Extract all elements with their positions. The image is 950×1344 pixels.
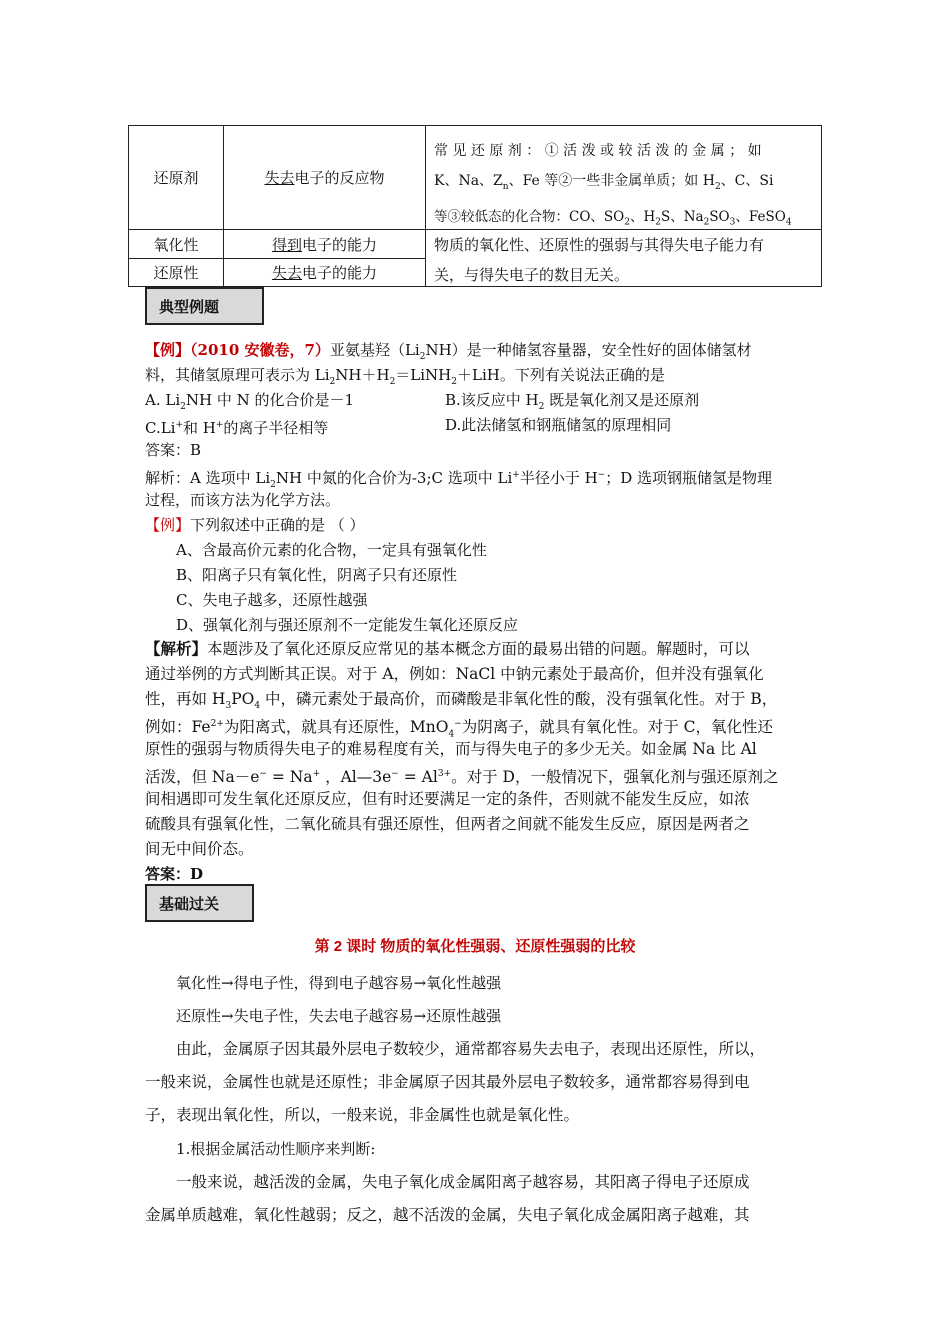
merged-note-line-1: 物质的氧化性、还原性的强弱与其得失电子能力有 [434,236,765,254]
term-reductant: 还原剂 [153,169,199,187]
analysis-line-9: 间无中间价态。 [145,840,254,858]
example-source: （2010 安徽卷，7） [190,341,330,359]
analysis-line-8: 硫酸具有强氧化性，二氧化硫具有强还原性，但两者之间就不能发生反应，原因是两者之 [145,815,750,833]
section-title: 第 2 课时 物质的氧化性强弱、还原性强弱的比较 [314,938,636,955]
body-line-oxidizability: 氧化性→得电子性，得到电子越容易→氧化性越强 [176,974,502,992]
option-b: B.该反应中 $H_2$ 既是氧化剂又是还原剂 [445,391,700,412]
analysis-line-5: 原性的强弱与物质得失电子的难易程度有关，而与得失电子的多少无关。如金属 Na 比 Al [145,740,757,758]
answer-1: 答案：B [145,441,202,459]
example2-option-b: B、阳离子只有氧化性，阴离子只有还原性 [176,566,458,584]
note-line-1: 常 见 还 原 剂 ： ① 活 泼 或 较 活 泼 的 金 属 ； 如 [434,143,762,159]
example2-option-d: D、强氧化剂与强还原剂不一定能发生氧化还原反应 [176,616,519,634]
example-tag: 【例】 [145,341,191,359]
body-paragraph-2-line-1: 一般来说，越活泼的金属，失电子氧化成金属阳离子越容易，其阳离子得电子还原成 [176,1173,750,1191]
table-cell-term-reductant [128,125,224,230]
analysis-line-4: 例如：$Fe^{2+}$为阳离式，就具有还原性，MnO$_4$−为阴离子，就具有氧化性。对于 C，氧化性还 [145,718,774,740]
example1-line-2: 料，其储氢原理可表示为 $Li_2NH+H_2=LiNH_2+LiH$。下列有关说法正确的是 [145,366,665,387]
explanation-1-line-2: 过程，而该方法为化学方法。 [145,491,341,509]
def-text: 电子的反应物 [294,169,385,187]
table-cell-def-oxidizability: 得到电子的能力 [223,229,426,259]
note-line-3: 等③较低态的化合物：CO、$SO_2$、$H_2S$、$Na_2SO_3$、FeSO$_4$ [434,208,792,228]
merged-note-line-2: 关，与得失电子的数目无关。 [434,266,630,284]
section-box-basic-review: 基础过关 [145,884,254,922]
analysis-line-3: 性，再如 $H_3PO_4$ 中，磷元素处于最高价，而磷酸是非氧化性的酸，没有强氧化性。对于 B， [145,690,778,712]
example2-question: 【例】下列叙述中正确的是 （ ） [145,516,365,534]
def-underlined: 失去 [264,169,295,187]
example-tag: 【例】 [145,516,191,534]
table-cell-def-reducibility: 失去电子的能力 [223,258,426,287]
body-paragraph-1-line-1: 由此，金属原子因其最外层电子数较少，通常都容易失去电子，表现出还原性，所以， [176,1040,766,1058]
example2-option-c: C、失电子越多，还原性越强 [176,591,368,609]
example1-line-1: 【例】（2010 安徽卷，7）亚氨基羟$(Li_2NH)$是一种储氢容量器，安全性好的固体储氢材 [145,341,752,362]
example2-option-a: A、含最高价元素的化合物，一定具有强氧化性 [176,541,487,559]
section-box-typical-examples: 典型例题 [145,287,264,325]
analysis-tag: 【解析】 [145,639,208,658]
analysis-line-7: 间相遇即可发生氧化还原反应，但有时还要满足一定的条件，否则就不能发生反应，如浓 [145,790,750,808]
note-line-2: K、Na、$Z_n$、Fe 等②一些非金属单质；如 $H_2$、C、Si [434,173,774,192]
explanation-1-line-1: 解析：A 选项中 $Li_2NH$ 中氮的化合价为-3;C 选项中 Li+半径小于 H−；D 选项钢瓶储氢是物理 [145,469,773,490]
body-paragraph-1-line-2: 一般来说，金属性也就是还原性；非金属原子因其最外层电子数较多，通常都容易得到电 [145,1073,750,1091]
analysis-line-1: 【解析】本题涉及了氧化还原反应常见的基本概念方面的最易出错的问题。解题时，可以 [145,639,750,658]
body-paragraph-1-line-3: 子，表现出氧化性，所以，一般来说，非金属性也就是氧化性。 [145,1106,580,1124]
table-cell-note-reductant [425,125,822,230]
option-d: D.此法储氢和钢瓶储氢的原理相同 [445,416,672,434]
body-paragraph-2-line-2: 金属单质越难，氧化性越弱；反之，越不活泼的金属，失电子氧化成金属阳离子越难，其 [145,1206,750,1224]
analysis-line-2: 通过举例的方式判断其正误。对于 A，例如：NaCl 中钠元素处于最高价，但并没有强氧化 [145,665,764,683]
option-c: C.Li+和 H+的离子半径相等 [145,419,329,437]
body-line-reducibility: 还原性→失电子性，失去电子越容易→还原性越强 [176,1007,502,1025]
table-cell-note-merged [425,229,822,287]
analysis-line-6: 活泼，但 Na－e− = Na+ ，Al—3e− = $Al^{3+}$。对于 D，一般情况下，强氧化剂与强还原剂之 [145,768,779,787]
body-heading-1: 1.根据金属活动性顺序来判断: [176,1140,376,1158]
table-cell-term-reducibility: 还原性 [128,258,224,287]
option-a: A. $Li_2NH$ 中 N 的化合价是－1 [145,391,355,412]
table-cell-term-oxidizability: 氧化性 [128,229,224,259]
answer-2: 答案：D [145,865,204,883]
table-cell-def-reductant [223,125,426,230]
